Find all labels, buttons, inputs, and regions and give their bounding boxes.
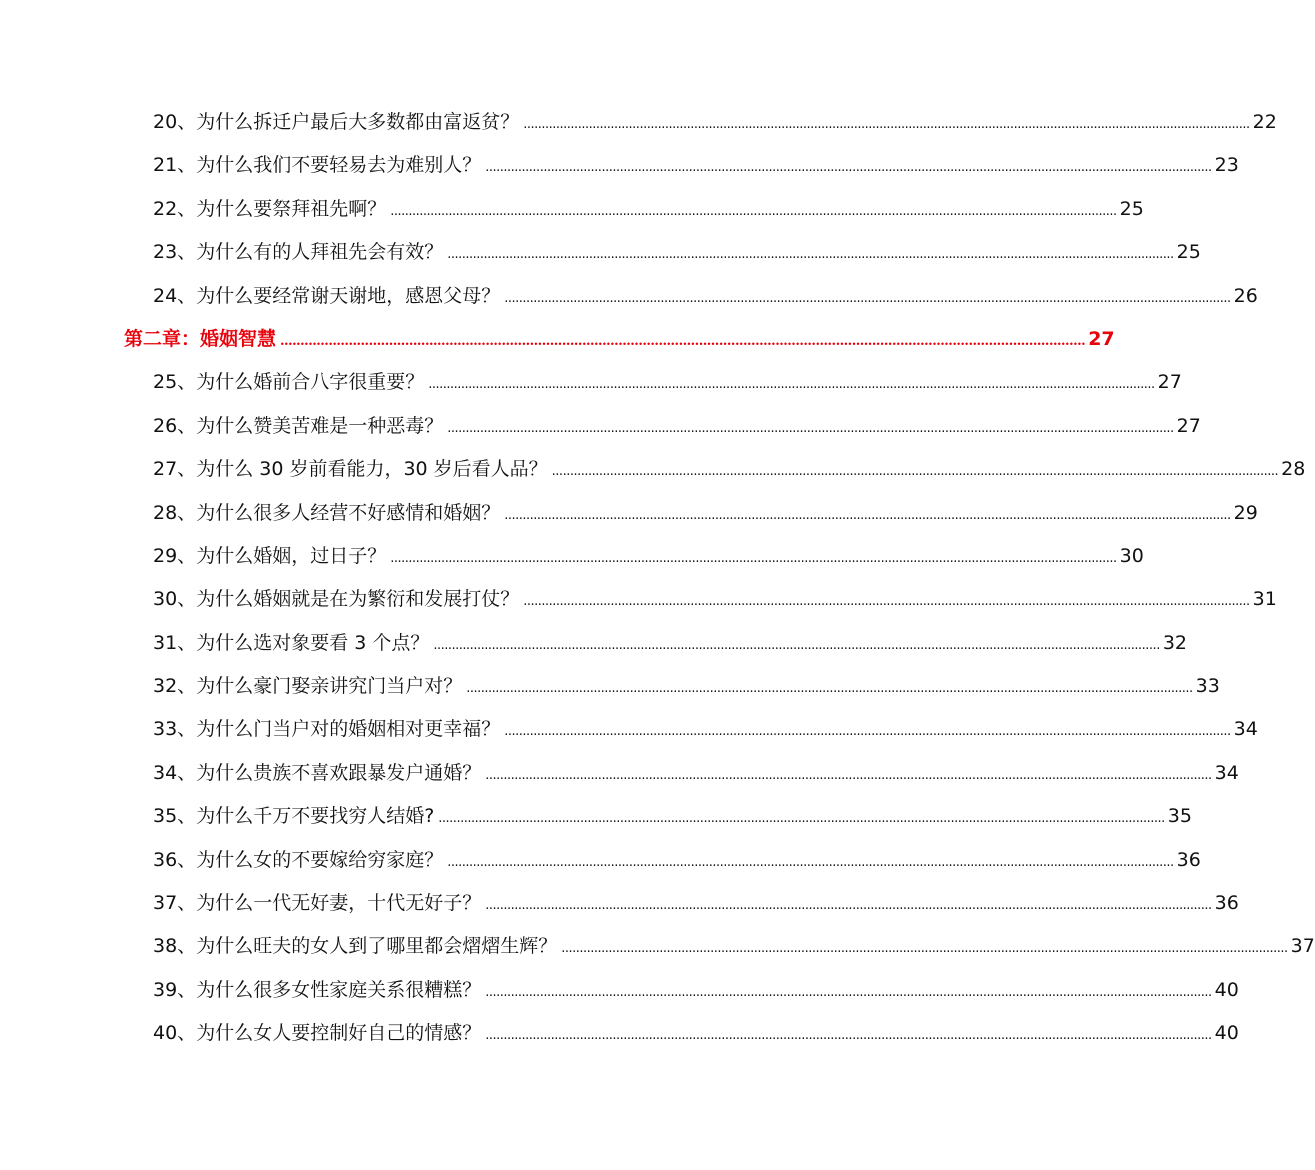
toc-chapter-2-heading[interactable] [124, 318, 1115, 361]
toc-dot-leader: ........................................................................................................................................................................................................ [551, 464, 1279, 480]
toc-dot-leader: ........................................................................................................................................................................................................ [485, 160, 1212, 176]
toc-entry-page: 22 [1252, 111, 1277, 133]
toc-entry-title: 为什么有的人拜祖先会有效？ [196, 241, 444, 264]
toc-entry-title: 为什么要经常谢天谢地，感恩父母？ [196, 284, 501, 307]
toc-entry-title: 为什么千万不要找穷人结婚? [196, 805, 435, 828]
toc-entry-32[interactable] [124, 665, 1220, 708]
toc-entry-40[interactable] [124, 1012, 1239, 1055]
toc-entry-title: 为什么赞美苦难是一种恶毒？ [196, 414, 444, 437]
toc-dot-leader: ........................................................................................................................................................................................................ [504, 724, 1231, 740]
table-of-contents [124, 101, 1315, 1056]
toc-dot-leader: ........................................................................................................................................................................................................ [504, 290, 1231, 306]
toc-entry-number: 37、 [153, 892, 197, 915]
toc-dot-leader: ........................................................................................................................................................................................................ [390, 550, 1117, 566]
toc-entry-title: 为什么我们不要轻易去为难别人？ [196, 154, 482, 177]
toc-entry-page: 28 [1281, 458, 1306, 481]
toc-entry-page: 31 [1252, 588, 1277, 611]
toc-entry-title: 为什么豪门娶亲讲究门当户对？ [196, 675, 463, 698]
toc-entry-number: 38、 [153, 935, 197, 958]
toc-entry-36[interactable] [124, 839, 1201, 882]
toc-entry-page: 29 [1233, 501, 1258, 524]
toc-entry-page: 25 [1176, 241, 1201, 264]
toc-dot-leader: ........................................................................................................................................................................................................ [466, 681, 1193, 697]
toc-entry-number: 24、 [153, 284, 197, 307]
toc-entry-21[interactable] [124, 144, 1239, 187]
toc-entry-24[interactable] [124, 275, 1258, 318]
toc-entry-28[interactable] [124, 492, 1258, 535]
toc-entry-number: 28、 [153, 501, 197, 524]
toc-dot-leader: ........................................................................................................................................................................................................ [447, 247, 1174, 263]
toc-entry-page: 36 [1176, 848, 1201, 871]
toc-dot-leader: ........................................................................................................................................................................................................ [433, 637, 1160, 653]
toc-entry-title: 为什么婚姻就是在为繁衍和发展打仗？ [196, 588, 520, 611]
toc-chapter-page: 27 [1088, 327, 1115, 350]
toc-entry-title: 为什么旺夫的女人到了哪里都会熠熠生辉？ [196, 935, 558, 958]
toc-entry-number: 35、 [153, 805, 197, 828]
toc-entry-number: 36、 [153, 848, 197, 871]
toc-dot-leader: ........................................................................................................................................................................................................ [523, 117, 1250, 132]
toc-entry-page: 40 [1214, 978, 1239, 1001]
toc-entry-title: 为什么婚前合八字很重要？ [196, 371, 425, 394]
toc-dot-leader: ........................................................................................................................................................................................................ [485, 767, 1212, 783]
toc-entry-page: 37 [1290, 935, 1315, 958]
toc-entry-title: 为什么女人要控制好自己的情感？ [196, 1022, 482, 1045]
toc-entry-title: 为什么很多人经营不好感情和婚姻？ [196, 501, 501, 524]
toc-entry-title: 为什么拆迁户最后大多数都由富返贫？ [196, 111, 520, 133]
toc-entry-page: 36 [1214, 892, 1239, 915]
toc-entry-number: 40、 [153, 1022, 197, 1045]
toc-entry-page: 40 [1214, 1022, 1239, 1045]
toc-entry-title: 为什么 30 岁前看能力，30 岁后看人品？ [196, 458, 548, 481]
toc-entry-number: 27、 [153, 458, 197, 481]
toc-entry-page: 25 [1119, 197, 1144, 220]
toc-dot-leader: ........................................................................................................................................................................................................ [438, 811, 1165, 827]
toc-entry-37[interactable] [124, 882, 1239, 925]
toc-entry-27[interactable] [124, 448, 1306, 491]
toc-entry-page: 33 [1195, 675, 1220, 698]
toc-entry-31[interactable] [124, 622, 1188, 665]
toc-entry-title: 为什么贵族不喜欢跟暴发户通婚？ [196, 761, 482, 784]
toc-entry-34[interactable] [124, 752, 1239, 795]
toc-entry-number: 29、 [153, 544, 197, 567]
toc-entry-page: 23 [1214, 154, 1239, 177]
toc-entry-number: 25、 [153, 371, 197, 394]
toc-dot-leader: ........................................................................................................................................................................................................ [523, 594, 1250, 610]
toc-dot-leader: ........................................................................................................................................................................................................ [428, 377, 1155, 393]
toc-entry-title: 为什么女的不要嫁给穷家庭？ [196, 848, 444, 871]
toc-entry-title: 为什么门当户对的婚姻相对更幸福？ [196, 718, 501, 741]
toc-dot-leader: ........................................................................................................................................................................................................ [390, 203, 1117, 219]
toc-dot-leader: ........................................................................................................................................................................................................ [485, 1028, 1212, 1044]
toc-entry-page: 32 [1162, 631, 1188, 654]
toc-entry-number: 26、 [153, 414, 197, 437]
toc-entry-page: 30 [1119, 544, 1144, 567]
toc-dot-leader: ........................................................................................................................................................................................................ [280, 333, 1086, 349]
toc-entry-number: 39、 [153, 978, 197, 1001]
toc-entry-25[interactable] [124, 361, 1182, 404]
toc-entry-33[interactable] [124, 708, 1258, 751]
toc-entry-number: 20、 [153, 111, 197, 133]
toc-entry-title: 为什么选对象要看 3 个点？ [196, 631, 430, 654]
toc-entry-page: 34 [1214, 761, 1239, 784]
toc-entry-number: 34、 [153, 761, 197, 784]
toc-entry-26[interactable] [124, 405, 1201, 448]
toc-entry-number: 31、 [153, 631, 197, 654]
toc-entry-page: 26 [1233, 284, 1258, 307]
toc-entry-number: 23、 [153, 241, 197, 264]
toc-entry-number: 32、 [153, 675, 197, 698]
toc-entry-38[interactable] [124, 925, 1315, 968]
toc-entry-page: 35 [1167, 805, 1192, 828]
toc-entry-page: 34 [1233, 718, 1258, 741]
toc-entry-23[interactable] [124, 231, 1201, 274]
toc-entry-title: 为什么很多女性家庭关系很糟糕？ [196, 978, 482, 1001]
toc-entry-title: 为什么一代无好妻，十代无好子？ [196, 892, 482, 915]
toc-entry-title: 为什么婚姻，过日子？ [196, 544, 387, 567]
toc-entry-title: 为什么要祭拜祖先啊？ [196, 197, 387, 220]
toc-entry-30[interactable] [124, 578, 1277, 621]
toc-entry-39[interactable] [124, 969, 1239, 1012]
toc-entry-22[interactable] [124, 188, 1144, 231]
toc-dot-leader: ........................................................................................................................................................................................................ [561, 941, 1288, 957]
toc-entry-29[interactable] [124, 535, 1144, 578]
toc-entry-number: 21、 [153, 154, 197, 177]
toc-entry-number: 33、 [153, 718, 197, 741]
toc-dot-leader: ........................................................................................................................................................................................................ [504, 507, 1231, 523]
toc-entry-page: 27 [1157, 371, 1182, 394]
toc-entry-number: 22、 [153, 197, 197, 220]
toc-chapter-title: 第二章：婚姻智慧 [124, 327, 277, 350]
toc-dot-leader: ........................................................................................................................................................................................................ [485, 984, 1212, 1000]
toc-entry-35[interactable] [124, 795, 1192, 838]
toc-dot-leader: ........................................................................................................................................................................................................ [447, 854, 1174, 870]
toc-entry-20[interactable] [124, 101, 1277, 144]
toc-entry-page: 27 [1176, 414, 1201, 437]
toc-dot-leader: ........................................................................................................................................................................................................ [447, 420, 1174, 436]
toc-dot-leader: ........................................................................................................................................................................................................ [485, 898, 1212, 914]
toc-entry-number: 30、 [153, 588, 197, 611]
